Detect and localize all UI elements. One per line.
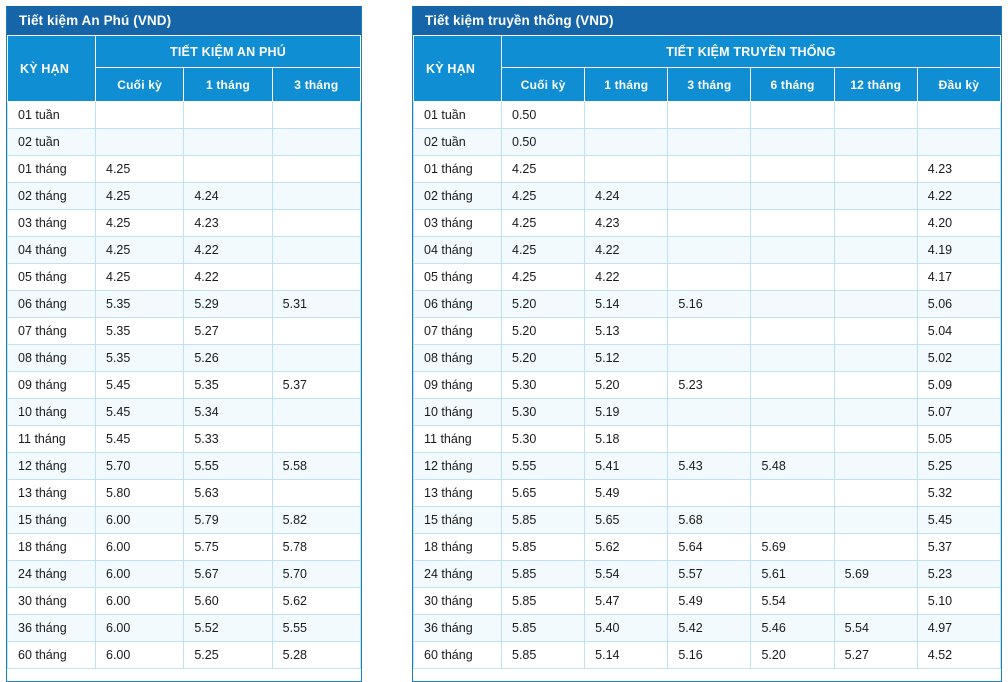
table-row [8,561,361,588]
cell-term: 04 tháng [8,237,96,264]
cell-term: 12 tháng [8,453,96,480]
table-head [414,36,1001,102]
cell-term: 05 tháng [8,264,96,291]
cell-rate: 5.20 [751,642,834,669]
cell-rate: 5.20 [585,372,668,399]
table-row [414,399,1001,426]
cell-rate: 5.67 [184,561,272,588]
table-row [8,345,361,372]
cell-rate: 6.00 [96,642,184,669]
cell-rate: 4.22 [917,183,1000,210]
table-row [414,534,1001,561]
cell-rate: 5.06 [917,291,1000,318]
cell-term: 02 tuần [8,129,96,156]
cell-rate [834,453,917,480]
cell-term: 05 tháng [414,264,502,291]
cell-rate [834,372,917,399]
cell-rate: 5.55 [184,453,272,480]
cell-rate [834,129,917,156]
cell-rate: 5.18 [585,426,668,453]
cell-rate [834,426,917,453]
cell-rate: 5.63 [184,480,272,507]
cell-rate: 5.47 [585,588,668,615]
cell-term: 18 tháng [8,534,96,561]
cell-rate: 5.42 [668,615,751,642]
cell-rate: 5.85 [502,588,585,615]
column-header-1-thang: 1 tháng [585,68,668,102]
cell-rate [668,480,751,507]
cell-rate [834,588,917,615]
cell-rate: 5.43 [668,453,751,480]
cell-rate: 4.25 [96,156,184,183]
cell-rate: 5.54 [585,561,668,588]
cell-rate [751,426,834,453]
cell-rate: 5.65 [585,507,668,534]
cell-rate [751,183,834,210]
table-row [8,588,361,615]
cell-rate: 0.50 [502,102,585,129]
cell-rate [751,237,834,264]
cell-rate [751,102,834,129]
cell-rate [668,210,751,237]
cell-rate: 4.25 [96,183,184,210]
header-row-columns [414,68,1001,102]
cell-rate [751,372,834,399]
cell-rate: 5.75 [184,534,272,561]
cell-rate: 4.25 [96,237,184,264]
column-header-12-thang: 12 tháng [834,68,917,102]
table-row [414,264,1001,291]
cell-rate: 5.02 [917,345,1000,372]
cell-rate [751,480,834,507]
cell-rate: 4.25 [96,210,184,237]
cell-rate: 4.17 [917,264,1000,291]
cell-rate: 4.25 [502,156,585,183]
cell-rate: 5.20 [502,291,585,318]
cell-term: 24 tháng [414,561,502,588]
table-row [414,102,1001,129]
cell-rate: 4.22 [184,237,272,264]
cell-rate [668,237,751,264]
cell-term: 08 tháng [8,345,96,372]
cell-rate: 5.28 [272,642,360,669]
savings-table-truyen-thong [412,6,1002,682]
cell-rate: 4.23 [917,156,1000,183]
cell-rate: 4.23 [585,210,668,237]
cell-rate: 4.24 [585,183,668,210]
cell-rate: 4.19 [917,237,1000,264]
cell-rate: 4.97 [917,615,1000,642]
cell-rate [834,534,917,561]
cell-rate [272,102,360,129]
cell-rate: 5.48 [751,453,834,480]
column-header-3-thang: 3 tháng [668,68,751,102]
cell-term: 03 tháng [414,210,502,237]
table-row [8,129,361,156]
cell-rate: 5.12 [585,345,668,372]
cell-rate: 5.10 [917,588,1000,615]
cell-rate: 5.41 [585,453,668,480]
cell-rate: 5.25 [917,453,1000,480]
cell-rate: 5.29 [184,291,272,318]
cell-term: 10 tháng [414,399,502,426]
table-row [8,372,361,399]
cell-rate: 4.25 [502,237,585,264]
cell-term: 60 tháng [414,642,502,669]
cell-rate [751,399,834,426]
cell-term: 10 tháng [8,399,96,426]
table-row [8,453,361,480]
cell-rate [834,291,917,318]
cell-rate: 5.85 [502,642,585,669]
table-row [414,480,1001,507]
cell-rate: 4.52 [917,642,1000,669]
cell-rate: 5.30 [502,399,585,426]
cell-rate [96,102,184,129]
cell-rate: 6.00 [96,561,184,588]
cell-rate [272,264,360,291]
table-row [8,615,361,642]
rates-table-truyen-thong [413,35,1001,669]
cell-rate: 5.61 [751,561,834,588]
cell-rate: 5.69 [751,534,834,561]
cell-term: 02 tuần [414,129,502,156]
cell-rate: 4.25 [96,264,184,291]
table-row [8,507,361,534]
table-row [8,210,361,237]
cell-rate: 5.23 [668,372,751,399]
cell-rate: 5.27 [834,642,917,669]
cell-term: 01 tháng [414,156,502,183]
cell-rate [917,129,1000,156]
cell-rate: 5.85 [502,561,585,588]
cell-rate: 5.20 [502,318,585,345]
cell-term: 36 tháng [8,615,96,642]
cell-rate: 5.55 [502,453,585,480]
column-header-term: KỲ HẠN [414,36,502,102]
cell-rate [751,507,834,534]
cell-term: 13 tháng [414,480,502,507]
cell-term: 03 tháng [8,210,96,237]
cell-rate [668,318,751,345]
cell-rate: 5.31 [272,291,360,318]
cell-rate [184,102,272,129]
cell-rate [272,318,360,345]
cell-rate: 5.65 [502,480,585,507]
column-group-header: TIẾT KIỆM TRUYỀN THỐNG [502,36,1001,68]
table-row [414,561,1001,588]
cell-rate [751,264,834,291]
cell-rate [272,129,360,156]
table-row [8,642,361,669]
cell-term: 12 tháng [414,453,502,480]
cell-rate: 5.79 [184,507,272,534]
cell-rate [272,480,360,507]
cell-rate: 5.37 [272,372,360,399]
cell-rate [272,210,360,237]
cell-term: 02 tháng [414,183,502,210]
table-row [414,426,1001,453]
table-row [8,399,361,426]
cell-rate: 5.05 [917,426,1000,453]
cell-term: 24 tháng [8,561,96,588]
table-row [8,183,361,210]
cell-rate: 5.45 [96,372,184,399]
cell-rate: 5.68 [668,507,751,534]
cell-rate: 5.30 [502,372,585,399]
cell-rate [668,426,751,453]
cell-term: 60 tháng [8,642,96,669]
cell-rate: 5.70 [96,453,184,480]
cell-term: 08 tháng [414,345,502,372]
table-row [414,318,1001,345]
cell-rate [272,399,360,426]
savings-table-an-phu [6,6,362,682]
cell-rate: 4.22 [585,237,668,264]
table-row [8,156,361,183]
table-row [8,318,361,345]
cell-term: 07 tháng [8,318,96,345]
cell-rate [834,318,917,345]
cell-rate [834,210,917,237]
cell-rate: 5.69 [834,561,917,588]
table-row [414,507,1001,534]
cell-term: 04 tháng [414,237,502,264]
cell-rate [668,345,751,372]
cell-rate [751,345,834,372]
cell-rate: 5.32 [917,480,1000,507]
cell-rate: 5.35 [96,291,184,318]
table-row [414,291,1001,318]
cell-term: 30 tháng [414,588,502,615]
cell-rate [668,102,751,129]
cell-rate [184,156,272,183]
cell-term: 06 tháng [8,291,96,318]
column-header-dau-ky: Đầu kỳ [917,68,1000,102]
cell-rate: 5.57 [668,561,751,588]
cell-rate: 5.26 [184,345,272,372]
table-row [414,372,1001,399]
cell-rate [668,129,751,156]
cell-rate: 5.19 [585,399,668,426]
cell-rate: 6.00 [96,588,184,615]
column-header-term: KỲ HẠN [8,36,96,102]
cell-rate [272,183,360,210]
cell-rate [834,345,917,372]
cell-rate: 5.45 [917,507,1000,534]
cell-rate: 5.35 [96,318,184,345]
panel-title-an-phu: Tiết kiệm An Phú (VND) [7,6,361,35]
cell-term: 18 tháng [414,534,502,561]
cell-rate: 5.49 [668,588,751,615]
cell-rate [834,480,917,507]
cell-term: 07 tháng [414,318,502,345]
table-row [8,102,361,129]
column-header-3-thang: 3 tháng [272,68,360,102]
cell-rate: 4.25 [502,183,585,210]
cell-rate: 5.45 [96,426,184,453]
table-row [414,129,1001,156]
cell-rate: 4.23 [184,210,272,237]
cell-rate [96,129,184,156]
table-row [414,156,1001,183]
cell-rate: 5.37 [917,534,1000,561]
cell-rate: 5.52 [184,615,272,642]
cell-rate: 5.49 [585,480,668,507]
table-body-truyen-thong [414,102,1001,669]
cell-rate: 5.85 [502,534,585,561]
cell-rate: 5.64 [668,534,751,561]
cell-term: 15 tháng [414,507,502,534]
cell-rate: 5.45 [96,399,184,426]
cell-term: 01 tuần [8,102,96,129]
cell-term: 11 tháng [8,426,96,453]
cell-rate: 4.20 [917,210,1000,237]
cell-rate: 5.80 [96,480,184,507]
table-row [8,480,361,507]
cell-rate: 5.30 [502,426,585,453]
cell-rate: 5.04 [917,318,1000,345]
cell-rate: 6.00 [96,615,184,642]
header-row-group [8,36,361,68]
cell-rate: 5.35 [184,372,272,399]
cell-term: 09 tháng [414,372,502,399]
table-row [414,615,1001,642]
cell-rate: 5.34 [184,399,272,426]
column-header-1-thang: 1 tháng [184,68,272,102]
cell-rate [834,156,917,183]
cell-rate: 5.33 [184,426,272,453]
cell-rate: 5.58 [272,453,360,480]
cell-rate [184,129,272,156]
table-row [414,237,1001,264]
cell-rate: 4.25 [502,210,585,237]
cell-rate: 5.54 [751,588,834,615]
table-row [414,642,1001,669]
cell-rate: 5.16 [668,291,751,318]
cell-rate: 5.14 [585,291,668,318]
cell-rate [751,318,834,345]
column-header-cuoi-ky: Cuối kỳ [96,68,184,102]
cell-rate: 5.54 [834,615,917,642]
cell-rate: 5.35 [96,345,184,372]
cell-rate: 6.00 [96,507,184,534]
header-row-group [414,36,1001,68]
cell-term: 13 tháng [8,480,96,507]
cell-term: 15 tháng [8,507,96,534]
table-body-an-phu [8,102,361,669]
cell-rate [834,264,917,291]
cell-term: 01 tuần [414,102,502,129]
cell-rate: 5.85 [502,507,585,534]
cell-rate: 5.27 [184,318,272,345]
cell-term: 02 tháng [8,183,96,210]
cell-rate [272,237,360,264]
cell-rate [751,156,834,183]
cell-rate: 0.50 [502,129,585,156]
cell-rate: 6.00 [96,534,184,561]
cell-rate [668,264,751,291]
cell-rate: 5.16 [668,642,751,669]
cell-rate [834,102,917,129]
column-header-6-thang: 6 tháng [751,68,834,102]
column-group-header: TIẾT KIỆM AN PHÚ [96,36,361,68]
cell-rate: 5.55 [272,615,360,642]
cell-rate: 5.62 [272,588,360,615]
cell-term: 30 tháng [8,588,96,615]
cell-rate: 5.62 [585,534,668,561]
cell-rate: 5.46 [751,615,834,642]
cell-rate [585,129,668,156]
cell-rate: 4.25 [502,264,585,291]
cell-rate: 4.22 [585,264,668,291]
cell-rate: 5.85 [502,615,585,642]
cell-rate [834,183,917,210]
column-header-cuoi-ky: Cuối kỳ [502,68,585,102]
cell-term: 09 tháng [8,372,96,399]
cell-rate [751,210,834,237]
cell-rate [272,345,360,372]
cell-rate: 5.13 [585,318,668,345]
cell-rate: 4.22 [184,264,272,291]
cell-rate: 5.60 [184,588,272,615]
cell-rate: 5.20 [502,345,585,372]
table-row [414,345,1001,372]
cell-rate [272,156,360,183]
table-row [414,453,1001,480]
cell-rate [668,399,751,426]
cell-rate: 5.82 [272,507,360,534]
cell-rate [834,237,917,264]
table-row [8,534,361,561]
cell-rate: 5.07 [917,399,1000,426]
cell-rate [272,426,360,453]
cell-rate: 5.40 [585,615,668,642]
cell-rate: 5.70 [272,561,360,588]
cell-term: 06 tháng [414,291,502,318]
cell-rate [834,507,917,534]
cell-rate: 5.23 [917,561,1000,588]
cell-term: 01 tháng [8,156,96,183]
panel-title-truyen-thong: Tiết kiệm truyền thống (VND) [413,6,1001,35]
table-row [8,291,361,318]
cell-rate [585,156,668,183]
table-row [414,588,1001,615]
table-row [414,183,1001,210]
rates-table-an-phu [7,35,361,669]
cell-rate [751,291,834,318]
cell-rate: 5.09 [917,372,1000,399]
cell-rate [585,102,668,129]
cell-term: 36 tháng [414,615,502,642]
table-head [8,36,361,102]
cell-rate: 5.78 [272,534,360,561]
cell-rate: 5.14 [585,642,668,669]
cell-rate [917,102,1000,129]
cell-rate: 4.24 [184,183,272,210]
table-row [8,426,361,453]
cell-rate [834,399,917,426]
cell-term: 11 tháng [414,426,502,453]
cell-rate [668,156,751,183]
table-row [8,264,361,291]
cell-rate: 5.25 [184,642,272,669]
table-row [8,237,361,264]
table-row [414,210,1001,237]
cell-rate [751,129,834,156]
cell-rate [668,183,751,210]
